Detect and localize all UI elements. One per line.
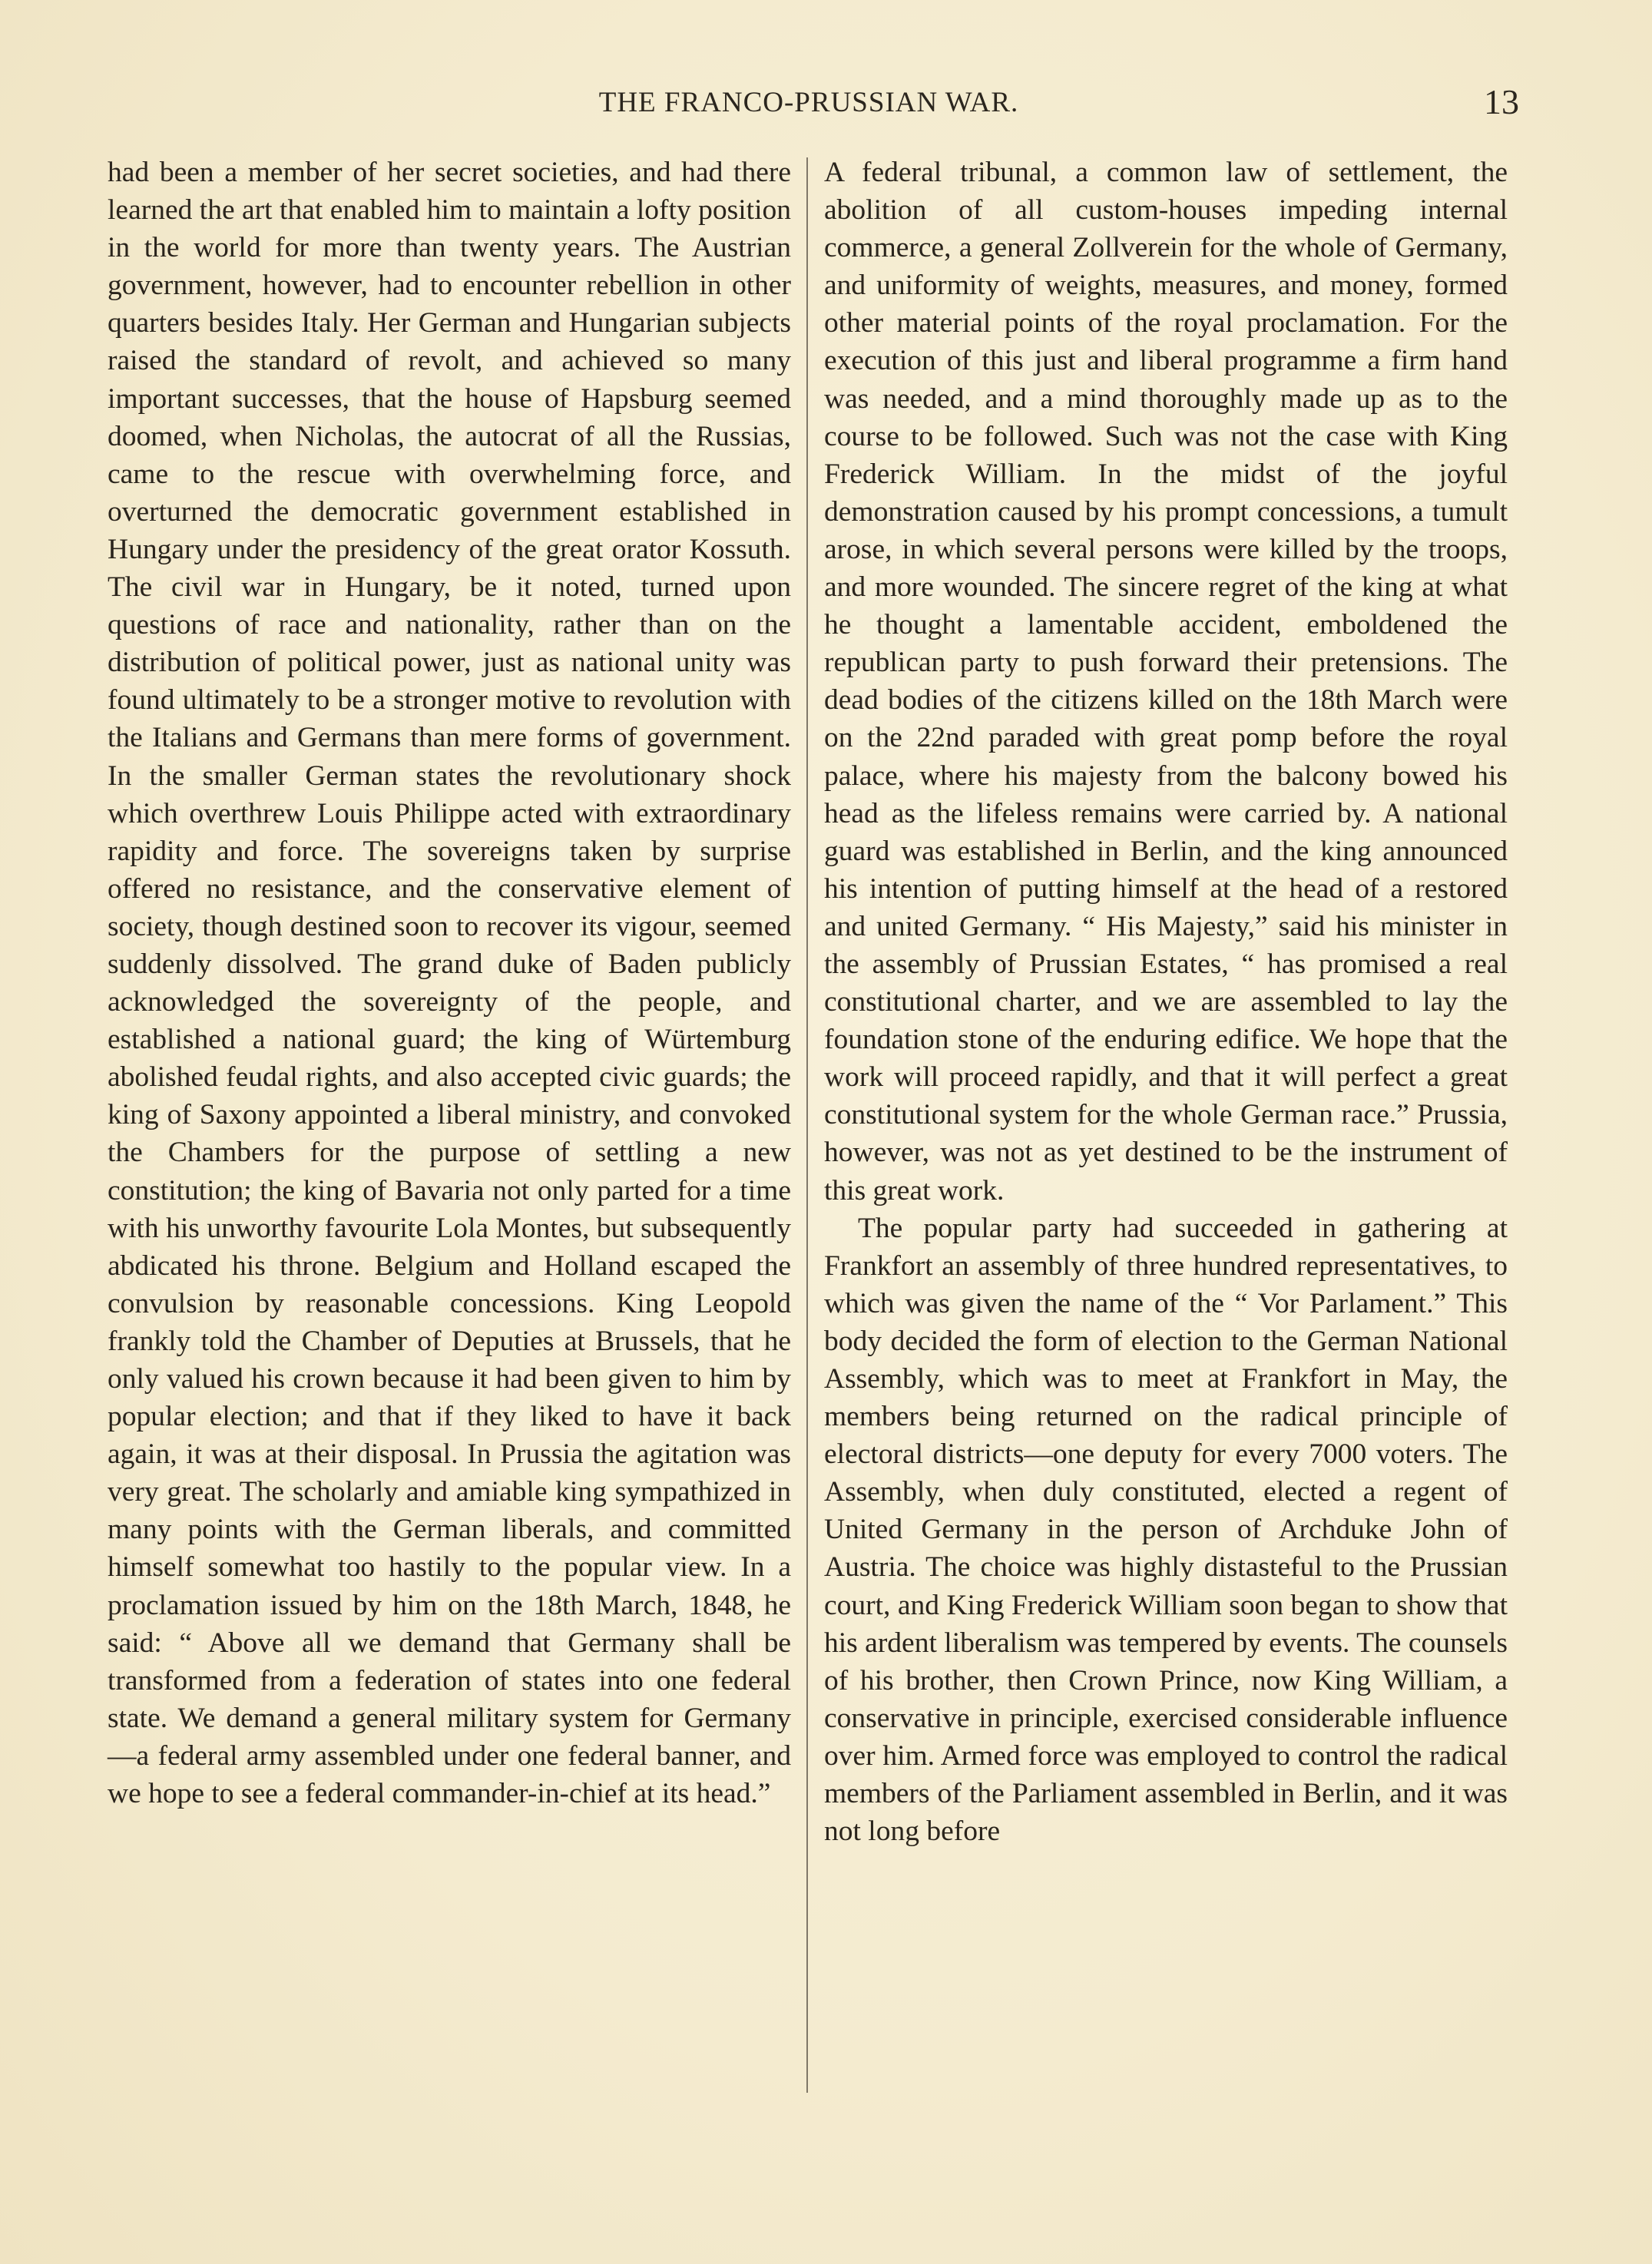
left-column (108, 154, 791, 1812)
page-number: 13 (1484, 82, 1519, 121)
running-head (106, 82, 1519, 132)
column-divider (806, 157, 808, 2093)
left-paragraph-1: had been a member of her secret societies, and had there learned the art that enabled him to maintain a lofty position in the world for more than twenty years. The Austrian government, however, had to encounter rebellion in other quarters besides Italy. Her German and Hungarian subjects raised the standard of revolt, and achieved so many important successes, that the house of Hapsburg seemed doomed, when Nicholas, the autocrat of all the Russias, came to the rescue with overwhelming force, and overturned the democratic government established in Hungary under the presidency of the great orator Kossuth. The civil war in Hungary, be it noted, turned upon questions of race and nationality, rather than on the distribution of political power, just as national unity was found ultimately to be a stronger motive to revolution with the Italians and Germans than mere forms of government. In the smaller German states the revolutionary shock which overthrew Louis Philippe acted with extraordinary rapidity and force. The sovereigns taken by surprise offered no resistance, and the conservative element of society, though destined soon to recover its vigour, seemed suddenly dissolved. The grand duke of Baden publicly acknowledged the sovereignty of the people, and established a national guard; the king of Würtemburg abolished feudal rights, and also accepted civic guards; the king of Saxony appointed a liberal ministry, and convoked the Chambers for the purpose of settling a new constitution; the king of Bavaria not only parted for a time with his unworthy favourite Lola Montes, but subsequently abdicated his throne. Belgium and Holland escaped the convulsion by reasonable concessions. King Leopold frankly told the Chamber of Deputies at Brussels, that he only valued his crown because it had been given to him by popular election; and that if they liked to have it back again, it was at their disposal. In Prussia the agitation was very great. The scholarly and amiable king sympathized in many points with the German liberals, and committed himself somewhat too hastily to the popular view. In a proclamation issued by him on the 18th March, 1848, he said: “ Above all we demand that Germany shall be transformed from a federation of states into one federal state. We demand a general military system for Germany—a federal army assembled under one federal banner, and we hope to see a federal commander-in-chief at its head.” (108, 157, 791, 1810)
right-paragraph-1: A federal tribunal, a common law of settlement, the abolition of all custom-houses impeding internal commerce, a general Zollverein for the whole of Germany, and uniformity of weights, measures, and money, formed other material points of the royal proclamation. For the execution of this just and liberal programme a firm hand was needed, and a mind thoroughly made up as to the course to be followed. Such was not the case with King Frederick William. In the midst of the joyful demonstration caused by his prompt concessions, a tumult arose, in which several persons were killed by the troops, and more wounded. The sincere regret of the king at what he thought a lamentable accident, emboldened the republican party to push forward their pretensions. The dead bodies of the citizens killed on the 18th March were on the 22nd paraded with great pomp before the royal palace, where his majesty from the balcony bowed his head as the lifeless remains were carried by. A national guard was established in Berlin, and the king announced his intention of putting himself at the head of a restored and united Germany. “ His Majesty,” said his minister in the assembly of Prussian Estates, “ has promised a real constitutional charter, and we are assembled to lay the foundation stone of the enduring edifice. We hope that the work will proceed rapidly, and that it will perfect a great constitutional system for the whole German race.” Prussia, however, was not as yet destined to be the instrument of this great work. (824, 157, 1508, 1206)
right-paragraph-2: The popular party had succeeded in gathering at Frankfort an assembly of three hundred representatives, to which was given the name of the “ Vor Parlament.” This body decided the form of election to the German National Assembly, which was to meet at Frankfort in May, the members being returned on the radical principle of electoral districts—one deputy for every 7000 voters. The Assembly, when duly constituted, elected a regent of United Germany in the person of Archduke John of Austria. The choice was highly distasteful to the Prussian court, and King Frederick William soon began to show that his ardent liberalism was tempered by events. The counsels of his brother, then Crown Prince, now King William, a conservative in principle, exercised considerable influence over him. Armed force was employed to control the radical members of the Parliament assembled in Berlin, and it was not long before (824, 1212, 1508, 1848)
running-head-title: THE FRANCO-PRUSSIAN WAR. (598, 87, 1019, 118)
right-column (824, 154, 1508, 1850)
